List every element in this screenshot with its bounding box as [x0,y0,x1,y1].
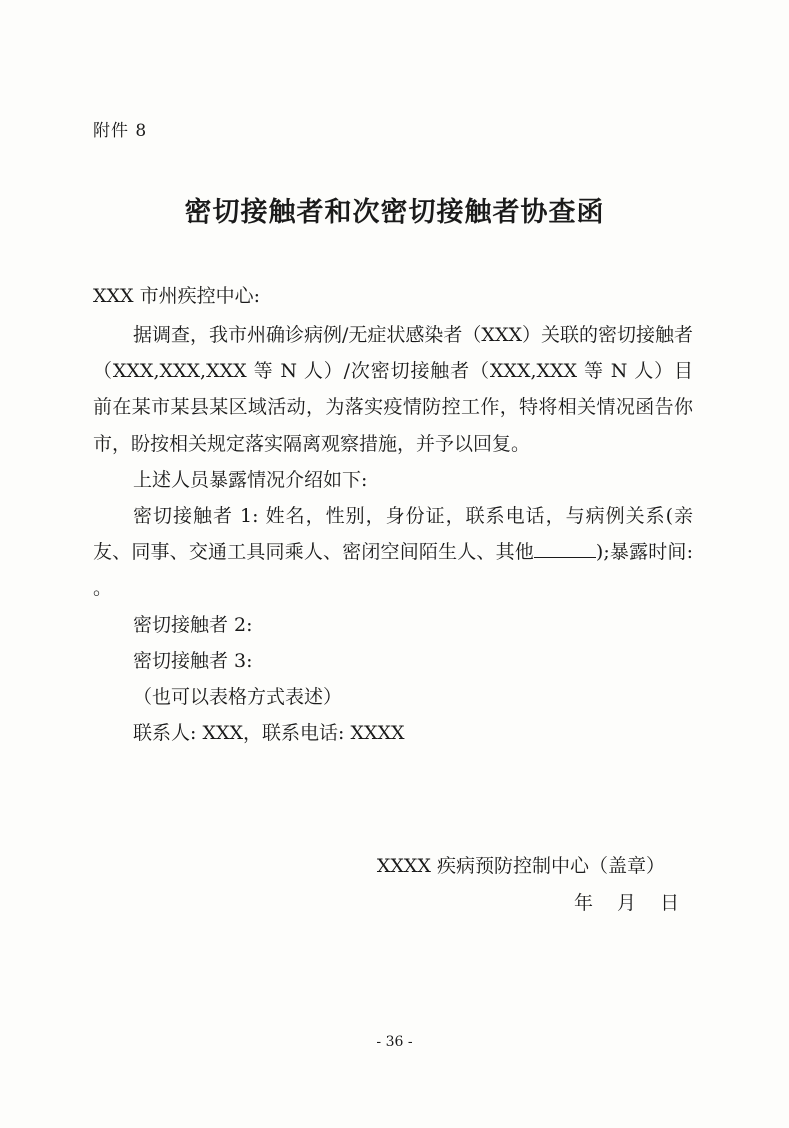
salutation: XXX 市州疾控中心: [93,285,261,307]
paragraph-exposure-intro: 上述人员暴露情况介绍如下: [133,468,368,491]
letter-body [93,317,693,751]
paragraph-contact-person: 联系人: XXX，联系电话: XXXX [133,722,405,745]
document-title: 密切接触者和次密切接触者协查函 [184,197,605,228]
contact-1-exposure-time: );暴露时间: 。 [93,541,693,600]
paragraph-contact-1 [93,498,693,607]
signature-date: 年 月 日 [574,892,680,914]
paragraph-contact-2: 密切接触者 2: [133,613,253,636]
paragraph-investigation: 据调查，我市州确诊病例/无症状感染者（XXX）关联的密切接触者（XXX,XXX,XXX 等 N 人）/次密切接触者（XXX,XXX 等 N 人）目前在某市某县某区域活动，为落实疫情防控工作，特将相关情况函告你市，盼按相关规定落实隔离观察措施，并予以回复。 [93,324,693,455]
paragraph-contact-3: 密切接触者 3: [133,649,253,672]
attachment-label: 附件 8 [93,121,148,141]
other-blank-line [534,539,596,558]
paragraph-table-note: （也可以表格方式表述） [133,686,343,709]
contact-1-details: 密切接触者 1: 姓名，性别，身份证，联系电话，与病例关系(亲友、同事、交通工具同乘人、密闭空间陌生人、其他 [93,505,693,564]
signature-org: XXXX 疾病预防控制中心（盖章） [376,855,665,877]
page-number: - 36 - [376,1034,413,1050]
